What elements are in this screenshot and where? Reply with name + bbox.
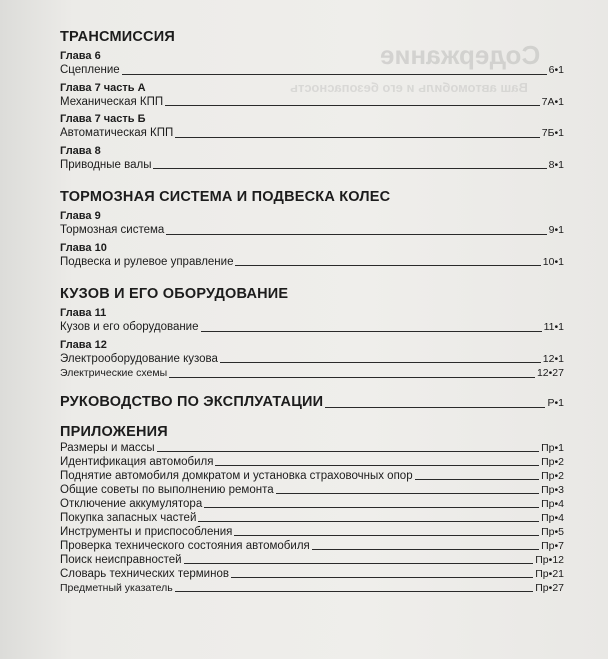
leader-line	[169, 376, 535, 378]
entry-text: Кузов и его оборудование	[60, 321, 199, 333]
entry-page: Пр•5	[541, 525, 564, 538]
toc-entry[interactable]	[60, 539, 564, 553]
leader-line	[312, 548, 539, 550]
leader-line	[215, 464, 539, 466]
entry-text: Автоматическая КПП	[60, 127, 174, 139]
leader-line	[201, 330, 542, 332]
leader-line	[157, 450, 539, 452]
leader-line	[165, 104, 540, 106]
toc-entry[interactable]	[60, 581, 564, 595]
entry-text: Поиск неисправностей	[60, 553, 182, 566]
entry-text: Электрооборудование кузова	[60, 352, 218, 365]
toc-entry[interactable]	[60, 63, 564, 78]
entry-text: Предметный указатель	[60, 581, 173, 594]
toc-entry[interactable]	[60, 483, 564, 497]
entry-text: Идентификация автомобиля	[60, 455, 214, 468]
entry-text: Словарь технических терминов	[60, 567, 229, 580]
toc-entry[interactable]	[60, 511, 564, 525]
section-title-appendix: ПРИЛОЖЕНИЯ	[60, 423, 168, 440]
chapter-label: Глава 6	[60, 50, 101, 62]
entry-page: Пр•1	[541, 441, 564, 454]
entry-page: 12•1	[542, 352, 564, 365]
entry-page: Р•1	[547, 397, 564, 409]
entry-text: Сцепление	[60, 64, 120, 76]
chapter-label: Глава 8	[60, 144, 101, 157]
entry-page: 10•1	[542, 255, 564, 268]
toc-entry[interactable]	[60, 95, 564, 110]
toc-entry[interactable]	[60, 455, 564, 469]
manual-title: РУКОВОДСТВО ПО ЭКСПЛУАТАЦИИ	[60, 393, 324, 410]
toc-entry[interactable]	[60, 126, 564, 141]
chapter-label: Глава 7 часть А	[60, 81, 146, 94]
entry-page: Пр•7	[541, 539, 564, 552]
entry-text: Приводные валы	[60, 158, 152, 171]
chapter-label: Глава 9	[60, 210, 101, 222]
leader-line	[276, 492, 539, 494]
toc-entry[interactable]	[60, 352, 564, 367]
section-title-brakes-suspension: ТОРМОЗНАЯ СИСТЕМА И ПОДВЕСКА КОЛЕС	[60, 189, 391, 205]
leader-line	[235, 264, 540, 266]
entry-page: Пр•4	[541, 511, 564, 524]
leader-line	[175, 136, 539, 138]
leader-line	[325, 406, 545, 408]
chapter-label: Глава 12	[60, 338, 107, 351]
toc-entry[interactable]	[60, 158, 564, 173]
toc-entry[interactable]	[60, 567, 564, 581]
entry-text: Общие советы по выполнению ремонта	[60, 483, 274, 496]
entry-page: 7Б•1	[541, 127, 564, 139]
entry-page: Пр•2	[541, 469, 564, 482]
appendix-section	[60, 423, 564, 595]
entry-page: Пр•4	[541, 497, 564, 510]
leader-line	[122, 73, 547, 75]
leader-line	[175, 590, 533, 592]
chapter-label: Глава 11	[60, 307, 107, 319]
chapter-label: Глава 7 часть Б	[60, 113, 146, 125]
leader-line	[220, 361, 541, 363]
bleed-through-subheading: Ваш автомобиль и его безопасность	[290, 80, 528, 95]
entry-text: Подвеска и рулевое управление	[60, 255, 234, 268]
toc-entry[interactable]	[60, 441, 564, 455]
entry-text: Механическая КПП	[60, 95, 164, 108]
entry-page: 6•1	[548, 64, 564, 76]
entry-page: Пр•12	[535, 553, 564, 566]
toc-entry[interactable]	[60, 497, 564, 511]
toc-entry-manual[interactable]	[60, 393, 564, 411]
entry-page: Пр•27	[535, 581, 564, 594]
entry-page: 9•1	[548, 224, 564, 236]
toc-entry[interactable]	[60, 255, 564, 270]
entry-page: 11•1	[543, 321, 564, 333]
leader-line	[184, 562, 534, 564]
entry-text: Покупка запасных частей	[60, 511, 197, 524]
entry-page: 12•27	[536, 367, 564, 379]
toc-entry[interactable]	[60, 366, 564, 381]
leader-line	[204, 506, 539, 508]
leader-line	[166, 233, 546, 235]
entry-page: 7А•1	[541, 95, 564, 108]
entry-text: Тормозная система	[60, 224, 165, 236]
table-of-contents	[60, 28, 564, 595]
toc-entry[interactable]	[60, 525, 564, 539]
toc-entry[interactable]	[60, 469, 564, 483]
leader-line	[231, 576, 533, 578]
section-title-transmission: ТРАНСМИССИЯ	[60, 29, 175, 45]
entry-page: Пр•3	[541, 483, 564, 496]
entry-text: Размеры и массы	[60, 441, 155, 454]
entry-text: Отключение аккумулятора	[60, 497, 203, 510]
section-title-body: КУЗОВ И ЕГО ОБОРУДОВАНИЕ	[60, 286, 289, 302]
entry-text: Проверка технического состояния автомобиля	[60, 539, 310, 552]
entry-text: Поднятие автомобиля домкратом и установка страховочных опор	[60, 469, 413, 482]
entry-text: Инструменты и приспособления	[60, 525, 233, 538]
entry-page: Пр•21	[535, 567, 564, 580]
toc-entry[interactable]	[60, 320, 564, 335]
chapter-label: Глава 10	[60, 241, 107, 254]
leader-line	[198, 520, 539, 522]
leader-line	[415, 478, 539, 480]
entry-page: 8•1	[548, 158, 564, 171]
bleed-through-heading: Содержание	[380, 40, 541, 70]
entry-text: Электрические схемы	[60, 367, 168, 379]
leader-line	[153, 167, 546, 169]
entry-page: Пр•2	[541, 455, 564, 468]
toc-entry[interactable]	[60, 223, 564, 238]
toc-entry[interactable]	[60, 553, 564, 567]
leader-line	[234, 534, 539, 536]
